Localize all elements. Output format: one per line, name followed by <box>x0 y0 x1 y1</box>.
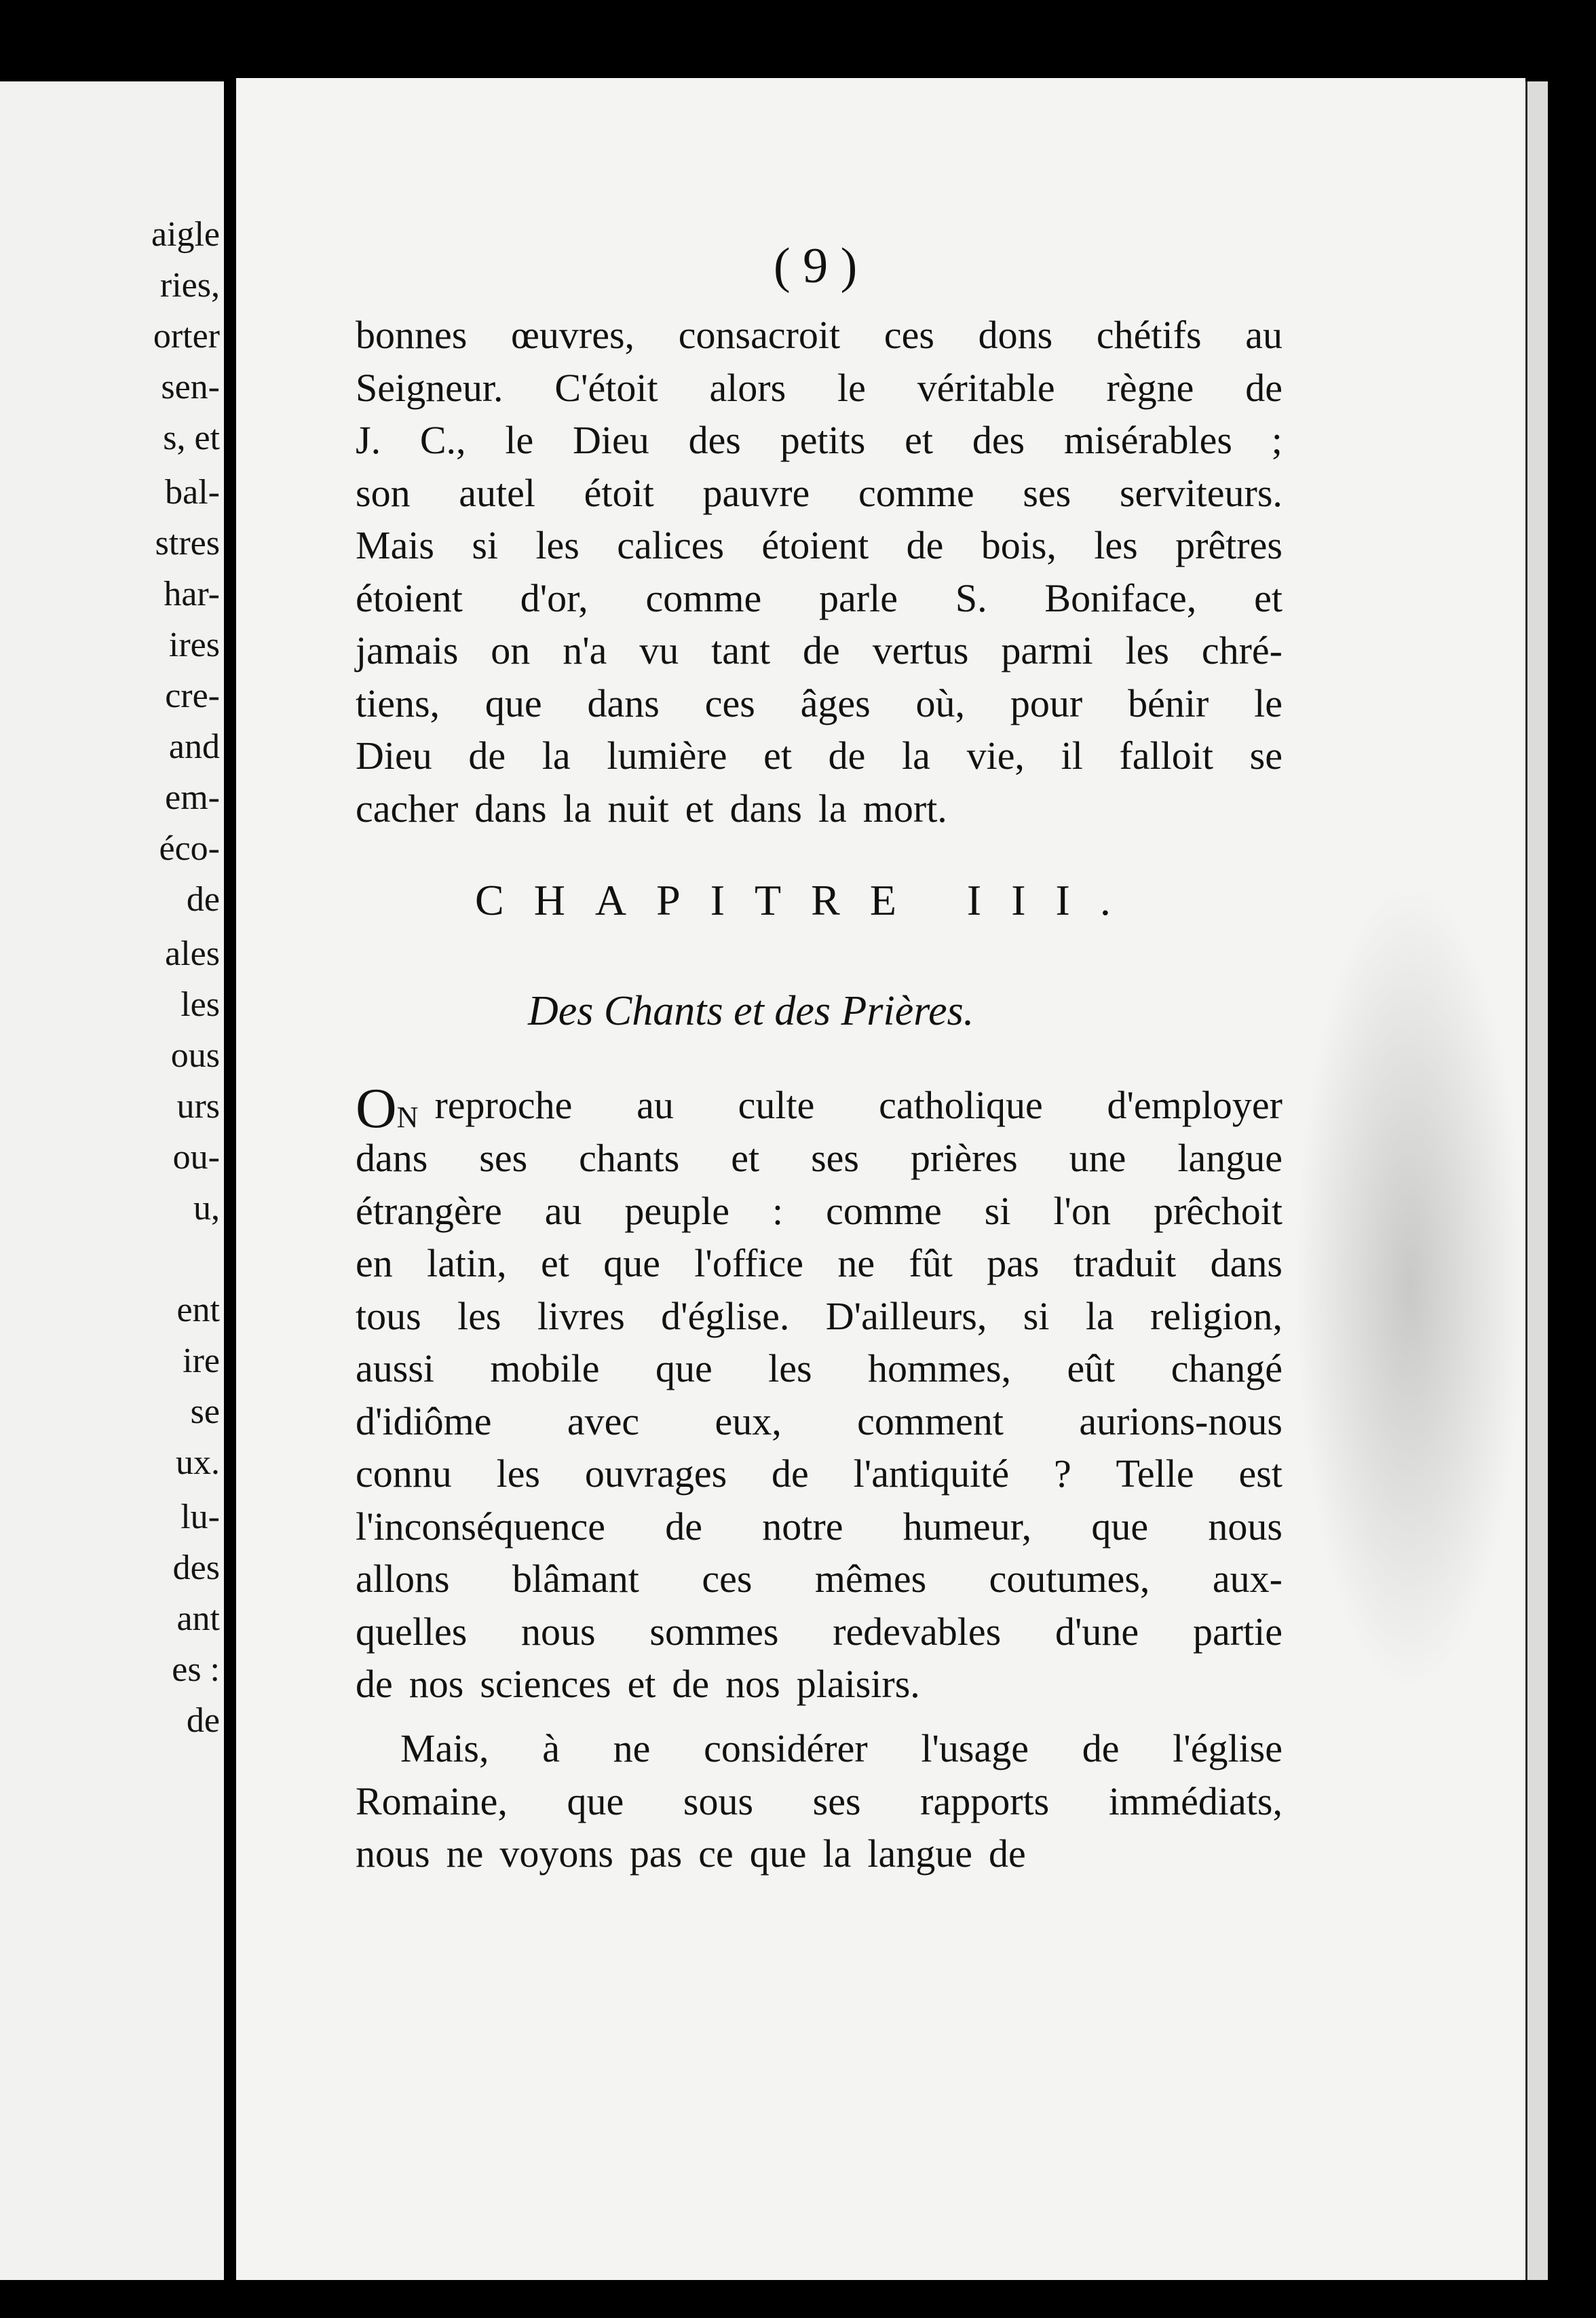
word: prêchoit <box>1153 1188 1282 1233</box>
previous-page-line: se <box>190 1392 220 1431</box>
word: prières <box>910 1136 1018 1180</box>
word: prêtres <box>1175 523 1282 567</box>
previous-page-line: ent <box>176 1291 220 1329</box>
word: comme <box>645 575 762 620</box>
word: la <box>542 734 571 778</box>
word: culte <box>738 1083 815 1127</box>
text-line <box>356 523 1282 567</box>
word: des <box>688 418 741 462</box>
word: que <box>567 1779 624 1823</box>
word: de <box>988 1831 1026 1876</box>
word: eux, <box>715 1399 782 1443</box>
word: sciences <box>480 1662 611 1706</box>
word: la <box>822 1831 852 1876</box>
word: vie, <box>966 734 1025 778</box>
previous-page-line: bal- <box>165 473 220 512</box>
word: fût <box>909 1241 953 1285</box>
word: vu <box>639 628 679 672</box>
word: les <box>535 523 580 567</box>
word: ne <box>613 1726 651 1770</box>
word: le <box>505 418 534 462</box>
word: les <box>1094 523 1138 567</box>
word: aurions-nous <box>1079 1399 1282 1443</box>
word: l'usage <box>921 1726 1029 1770</box>
word: étoient <box>761 523 869 567</box>
previous-page-line: ales <box>165 934 220 973</box>
text-line <box>356 681 1282 725</box>
previous-page-line: and <box>168 727 220 766</box>
previous-page-line: ries, <box>159 266 220 305</box>
text-line <box>356 1559 1282 1599</box>
previous-page-line: s, et <box>163 419 220 457</box>
word: en <box>356 1241 393 1285</box>
word: parmi <box>1001 628 1093 672</box>
text-line <box>356 1188 1282 1233</box>
word: au <box>636 1083 674 1127</box>
word: et <box>627 1662 656 1706</box>
word: Mais, <box>400 1726 489 1770</box>
word: ce <box>698 1831 734 1876</box>
word: les <box>496 1451 541 1496</box>
word: nous <box>1208 1504 1282 1548</box>
word: catholique <box>879 1083 1043 1127</box>
word: partie <box>1192 1609 1282 1654</box>
word: d'or, <box>520 575 588 620</box>
chapter-subtitle: Des Chants et des Prières. <box>528 988 974 1034</box>
word: hommes, <box>867 1346 1012 1390</box>
word: si <box>984 1188 1011 1233</box>
word: d'une <box>1054 1609 1139 1654</box>
previous-page-line: des <box>172 1548 220 1587</box>
previous-page <box>0 81 224 2280</box>
word: mêmes <box>814 1557 927 1601</box>
word: la <box>818 786 847 831</box>
word: C'étoit <box>554 365 658 410</box>
text-line <box>356 365 1282 410</box>
word: étoit <box>584 470 654 515</box>
word: peuple <box>624 1188 730 1233</box>
word: ne <box>446 1831 484 1876</box>
word: Romaine, <box>356 1779 508 1823</box>
word: ces <box>884 313 934 357</box>
word: livres <box>537 1293 625 1338</box>
word: serviteurs. <box>1119 470 1282 515</box>
word: des <box>972 418 1025 462</box>
word: misérables <box>1063 418 1232 462</box>
word: mort. <box>862 786 947 831</box>
previous-page-line: ires <box>168 626 220 664</box>
word: nous <box>521 1609 596 1654</box>
word: pas <box>987 1241 1040 1285</box>
word: Dieu <box>573 418 649 462</box>
word: que <box>484 681 542 725</box>
word: autel <box>459 470 535 515</box>
word: Dieu <box>356 734 432 778</box>
text-line <box>356 313 1282 357</box>
word: dans <box>587 681 660 725</box>
word: pauvre <box>702 470 810 515</box>
word: falloit <box>1119 734 1213 778</box>
word: étrangère <box>356 1188 502 1233</box>
word: ne <box>837 1241 875 1285</box>
word: de <box>1082 1726 1120 1770</box>
word: blâmant <box>512 1557 639 1601</box>
word: mobile <box>490 1346 600 1390</box>
text-line <box>356 736 1282 776</box>
text-line <box>356 470 1282 515</box>
word: de <box>356 1662 393 1706</box>
word: bonnes <box>356 313 468 357</box>
previous-page-line: ant <box>176 1599 220 1638</box>
word: D'ailleurs, <box>825 1293 987 1338</box>
word: coutumes, <box>989 1557 1150 1601</box>
word: Seigneur. <box>356 365 504 410</box>
text-line <box>356 1451 1282 1496</box>
word: son <box>356 470 411 515</box>
word: la <box>1085 1293 1114 1338</box>
word: le <box>1254 681 1282 725</box>
text-line <box>356 786 1282 831</box>
word: étoient <box>356 575 463 620</box>
previous-page-line: u, <box>193 1189 220 1228</box>
word: d'idiôme <box>356 1399 492 1443</box>
word: d'église. <box>661 1293 790 1338</box>
text-line <box>356 1241 1282 1285</box>
previous-page-line: har- <box>164 575 220 613</box>
word: connu <box>356 1451 452 1496</box>
word: ces <box>704 681 755 725</box>
previous-page-line: ire <box>183 1342 220 1380</box>
word: cacher <box>356 786 459 831</box>
word: si <box>472 523 499 567</box>
word: comment <box>857 1399 1004 1443</box>
word: l'on <box>1053 1188 1111 1233</box>
word: et <box>541 1241 569 1285</box>
word: nous <box>356 1831 430 1876</box>
word: redevables <box>833 1609 1002 1654</box>
word: et <box>685 786 714 831</box>
word: pas <box>629 1831 683 1876</box>
word: dans <box>474 786 547 831</box>
word: jamais <box>356 628 459 672</box>
word: de <box>672 1662 710 1706</box>
previous-page-line: orter <box>153 317 220 356</box>
text-line <box>356 1779 1282 1823</box>
word: de <box>828 734 866 778</box>
previous-page-line: de <box>186 1701 220 1740</box>
previous-page-line: es : <box>172 1650 220 1689</box>
word: où, <box>915 681 966 725</box>
word: et <box>731 1136 760 1180</box>
text-line <box>356 575 1282 620</box>
word: ses <box>811 1136 859 1180</box>
word: Boniface, <box>1044 575 1197 620</box>
word: le <box>837 365 866 410</box>
word: dons <box>978 313 1053 357</box>
word: comme <box>826 1188 942 1233</box>
word: alors <box>709 365 786 410</box>
text-line <box>356 1399 1282 1443</box>
word: ses <box>1023 470 1071 515</box>
word: si <box>1023 1293 1050 1338</box>
previous-page-line: aigle <box>151 215 220 254</box>
word: humeur, <box>902 1504 1032 1548</box>
word: ouvrages <box>584 1451 727 1496</box>
word: que <box>749 1831 807 1876</box>
word: bois, <box>981 523 1057 567</box>
drop-cap: O <box>356 1077 397 1140</box>
word: les <box>1125 628 1169 672</box>
word: de <box>906 523 944 567</box>
word: pour <box>1010 681 1083 725</box>
word: voyons <box>499 1831 613 1876</box>
word: considérer <box>704 1726 868 1770</box>
word: que <box>603 1241 660 1285</box>
word: on <box>491 628 531 672</box>
word: d'employer <box>1107 1083 1282 1127</box>
word: ? <box>1053 1451 1071 1496</box>
text-line <box>356 1293 1282 1338</box>
word: tiens, <box>356 681 440 725</box>
word: J. <box>356 418 381 462</box>
word: et <box>905 418 934 462</box>
word: plaisirs. <box>796 1662 920 1706</box>
word: latin, <box>427 1241 507 1285</box>
word: Mais <box>356 523 434 567</box>
previous-page-line: ou- <box>172 1138 220 1177</box>
word: parle <box>819 575 898 620</box>
word: l'inconséquence <box>356 1504 605 1548</box>
word: dans <box>729 786 802 831</box>
word: et <box>1254 575 1282 620</box>
word: reproche <box>434 1083 573 1127</box>
word: immédiats, <box>1108 1779 1282 1823</box>
word: de <box>803 628 840 672</box>
small-cap: N <box>396 1101 419 1134</box>
word: ses <box>812 1779 861 1823</box>
previous-page-line: stres <box>155 524 220 563</box>
text-line <box>356 1504 1282 1548</box>
word: l'église <box>1173 1726 1282 1770</box>
previous-page-line: cre- <box>165 677 220 715</box>
word: que <box>655 1346 712 1390</box>
previous-page-line: sen- <box>161 368 220 406</box>
word: la <box>563 786 592 831</box>
word: âges <box>800 681 871 725</box>
word: ses <box>479 1136 528 1180</box>
gutter <box>224 95 236 2280</box>
text-line <box>356 1136 1282 1180</box>
word: religion, <box>1150 1293 1282 1338</box>
word: eût <box>1067 1346 1116 1390</box>
previous-page-line: em- <box>165 778 220 817</box>
previous-page-line: de <box>186 880 220 919</box>
chapter-title: CHAPITRE III. <box>475 876 1141 924</box>
word: l'antiquité <box>853 1451 1010 1496</box>
word: il <box>1061 734 1083 778</box>
word: n'a <box>563 628 607 672</box>
text-line <box>356 1662 1282 1706</box>
word: de <box>1245 365 1282 410</box>
word: langue <box>1177 1136 1282 1180</box>
word: changé <box>1171 1346 1282 1390</box>
word: à <box>542 1726 560 1770</box>
word: Telle <box>1116 1451 1194 1496</box>
word: une <box>1069 1136 1126 1180</box>
word: tant <box>711 628 771 672</box>
word: ces <box>702 1557 753 1601</box>
word: œuvres, <box>511 313 635 357</box>
text-line <box>356 1609 1282 1654</box>
word: les <box>768 1346 812 1390</box>
previous-page-line: urs <box>176 1087 220 1126</box>
text-line <box>356 1077 1282 1140</box>
word: vertus <box>872 628 969 672</box>
word: lumière <box>607 734 727 778</box>
word: bénir <box>1128 681 1209 725</box>
word: nos <box>408 1662 464 1706</box>
word: la <box>902 734 930 778</box>
word: est <box>1238 1451 1282 1496</box>
word: sommes <box>649 1609 779 1654</box>
word: : <box>772 1188 784 1233</box>
page-number: ( 9 ) <box>774 238 858 294</box>
word: que <box>1091 1504 1149 1548</box>
text-line <box>356 1831 1282 1876</box>
word: petits <box>780 418 866 462</box>
word: quelles <box>356 1609 468 1654</box>
word: avec <box>567 1399 640 1443</box>
word: véritable <box>917 365 1055 410</box>
word: chétifs <box>1096 313 1202 357</box>
word: C., <box>419 418 466 462</box>
word: notre <box>762 1504 843 1548</box>
line-rest <box>434 1083 1282 1134</box>
word: se <box>1249 734 1282 778</box>
previous-page-line: ous <box>170 1036 220 1075</box>
word: sous <box>683 1779 754 1823</box>
word: comme <box>858 470 974 515</box>
word: rapports <box>920 1779 1050 1823</box>
text-line <box>356 1346 1282 1390</box>
word: dans <box>356 1136 428 1180</box>
word: aux- <box>1212 1557 1282 1601</box>
first-words <box>356 1077 419 1140</box>
word: et <box>763 734 792 778</box>
word: ; <box>1271 418 1282 462</box>
word: tous <box>356 1293 421 1338</box>
previous-page-line: lu- <box>180 1498 220 1536</box>
word: allons <box>356 1557 450 1601</box>
word: calices <box>617 523 725 567</box>
page-edge <box>1525 81 1548 2280</box>
text-line <box>400 1726 1282 1770</box>
word: de <box>772 1451 809 1496</box>
word: S. <box>955 575 987 620</box>
text-line <box>356 418 1282 462</box>
previous-page-line: ux. <box>176 1443 220 1482</box>
text-line <box>356 628 1282 672</box>
word: dans <box>1210 1241 1282 1285</box>
word: règne <box>1106 365 1194 410</box>
word: chré- <box>1201 628 1282 672</box>
word: au <box>544 1188 582 1233</box>
previous-page-line: les <box>180 985 220 1024</box>
word: aussi <box>356 1346 434 1390</box>
word: l'office <box>694 1241 804 1285</box>
word: langue <box>867 1831 972 1876</box>
word: au <box>1245 313 1282 357</box>
paper-stain <box>1295 879 1525 1693</box>
word: nos <box>725 1662 780 1706</box>
word: de <box>665 1504 702 1548</box>
word: les <box>457 1293 501 1338</box>
word: nuit <box>607 786 669 831</box>
word: traduit <box>1073 1241 1177 1285</box>
word: consacroit <box>678 313 841 357</box>
previous-page-line: éco- <box>159 829 220 868</box>
word: chants <box>579 1136 680 1180</box>
word: de <box>468 734 506 778</box>
